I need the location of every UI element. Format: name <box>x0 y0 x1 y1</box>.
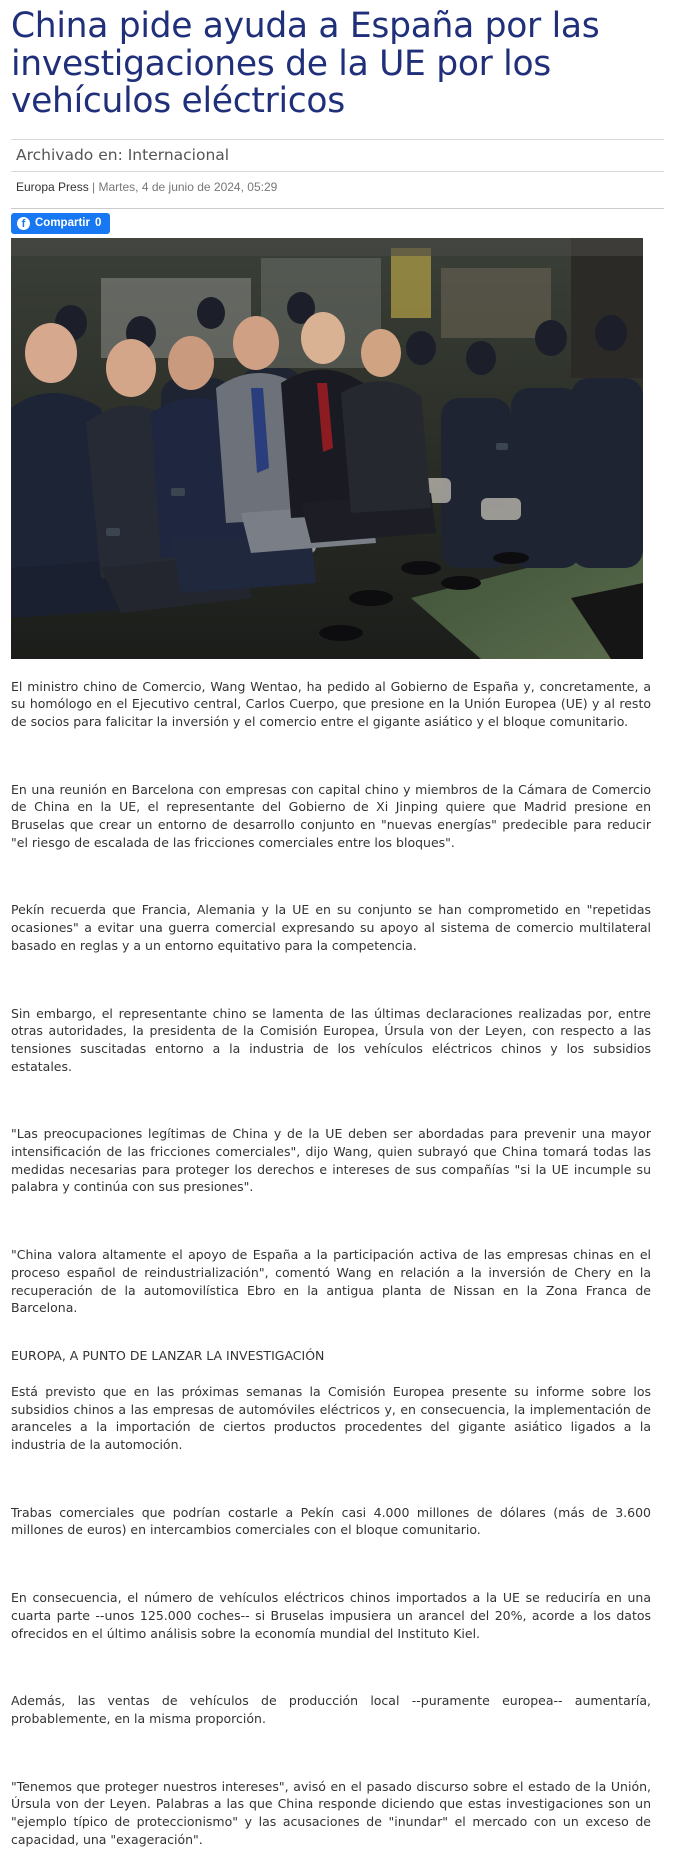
share-count: 0 <box>94 217 102 229</box>
paragraph: Sin embargo, el representante chino se lamenta de las últimas declaraciones realizadas por, entre otras autoridades, la presidenta de la Comisión Europea, Úrsula von der Leyen, con respecto a las tensiones suscitadas entorno a la industria de los vehículos eléctricos chinos y los subsidios estatales. <box>11 1005 651 1074</box>
byline-separator: | <box>88 179 99 194</box>
paragraph: Además, las ventas de vehículos de producción local --puramente europea-- aumentaría, probablemente, en la misma proporción. <box>11 1693 651 1726</box>
paragraph: "China valora altamente el apoyo de España a la participación activa de las empresas chinas en el proceso español de reindustrialización", comentó Wang en relación a la inversión de Chery en la recuperación de la automovilística Ebro en la antigua planta de Nissan en la Zona Franca de Barcelona. <box>11 1247 651 1316</box>
paragraph: El ministro chino de Comercio, Wang Wentao, ha pedido al Gobierno de España y, concretamente, a su homólogo en el Ejecutivo central, Carlos Cuerpo, que presione en la Unión Europea (UE) y al resto de socios para falicitar la inversión y el comercio entre el gigante asiático y el bloque comunitario. <box>11 678 651 729</box>
paragraph: "Tenemos que proteger nuestros intereses", avisó en el pasado discurso sobre el estado de la Unión, Úrsula von der Leyen. Palabras a las que China responde diciendo que estas investigaciones son un "ejemplo típico de proteccionismo" y las acusaciones de "inundar" el mercado con un exceso de capacidad, una "exageración". <box>11 1778 651 1847</box>
paragraph: Trabas comerciales que podrían costarle a Pekín casi 4.000 millones de dólares (más de 3.600 millones de euros) en intercambios comerciales con el bloque comunitario. <box>11 1504 651 1538</box>
publish-date: Martes, 4 de junio de 2024, 05:29 <box>98 179 278 194</box>
archive-prefix: Archivado en: <box>16 145 128 164</box>
paragraph: Está previsto que en las próximas semanas la Comisión Europea presente su informe sobre los subsidios chinos a las empresas de automóviles eléctricos y, en consecuencia, la implementación de aranceles a la importación de ciertos productos procedentes del gigante asiático ligados a la industria de la automoción. <box>11 1383 651 1453</box>
paragraph: En una reunión en Barcelona con empresas con capital chino y miembros de la Cámara de Comercio de China en la UE, el representante del Gobierno de Xi Jinping quiere que Madrid presione en Bruselas que crear un entorno de desarrollo conjunto en "nuevas energías" predecible para reducir "el riesgo de escalada de las fricciones comerciales entre los bloques". <box>11 781 651 850</box>
section-heading: EUROPA, A PUNTO DE LANZAR LA INVESTIGACIÓN <box>11 1347 325 1363</box>
paragraph: En consecuencia, el número de vehículos eléctricos chinos importados a la UE se reduciría en una cuarta parte --unos 125.000 coches-- si Bruselas impusiera un arancel del 20%, acorde a los datos ofrecidos en el último análisis sobre la economía mundial del Instituto Kiel. <box>11 1590 651 1641</box>
archive-category-link[interactable]: Internacional <box>127 145 230 164</box>
article-body <box>11 678 651 1849</box>
article-title: China pide ayuda a España por las investigaciones de la UE por los vehículos eléctricos <box>11 6 600 121</box>
divider <box>11 208 664 209</box>
author-name: Europa Press <box>16 179 89 194</box>
paragraph: Pekín recuerda que Francia, Alemania y la UE en su conjunto se han comprometido en "repetidas ocasiones" a evitar una guerra comercial expresando su apoyo al sistema de comercio multilateral basado en reglas y a un entorno equitativo para la competencia. <box>11 902 651 953</box>
facebook-share-button[interactable] <box>11 213 110 234</box>
archive-line <box>11 139 664 172</box>
news-photo-image <box>11 238 643 659</box>
byline <box>11 179 664 203</box>
share-label: Compartir <box>35 217 90 229</box>
paragraph: "Las preocupaciones legítimas de China y de la UE deben ser abordadas para prevenir una mayor intensificación de las fricciones comerciales", dijo Wang, quien subrayó que China tomará todas las medidas necesarias para proteger los derechos e intereses de sus compañías "si la UE incumple su palabra y continúa con sus presiones". <box>11 1126 651 1195</box>
facebook-icon: f <box>17 217 30 230</box>
